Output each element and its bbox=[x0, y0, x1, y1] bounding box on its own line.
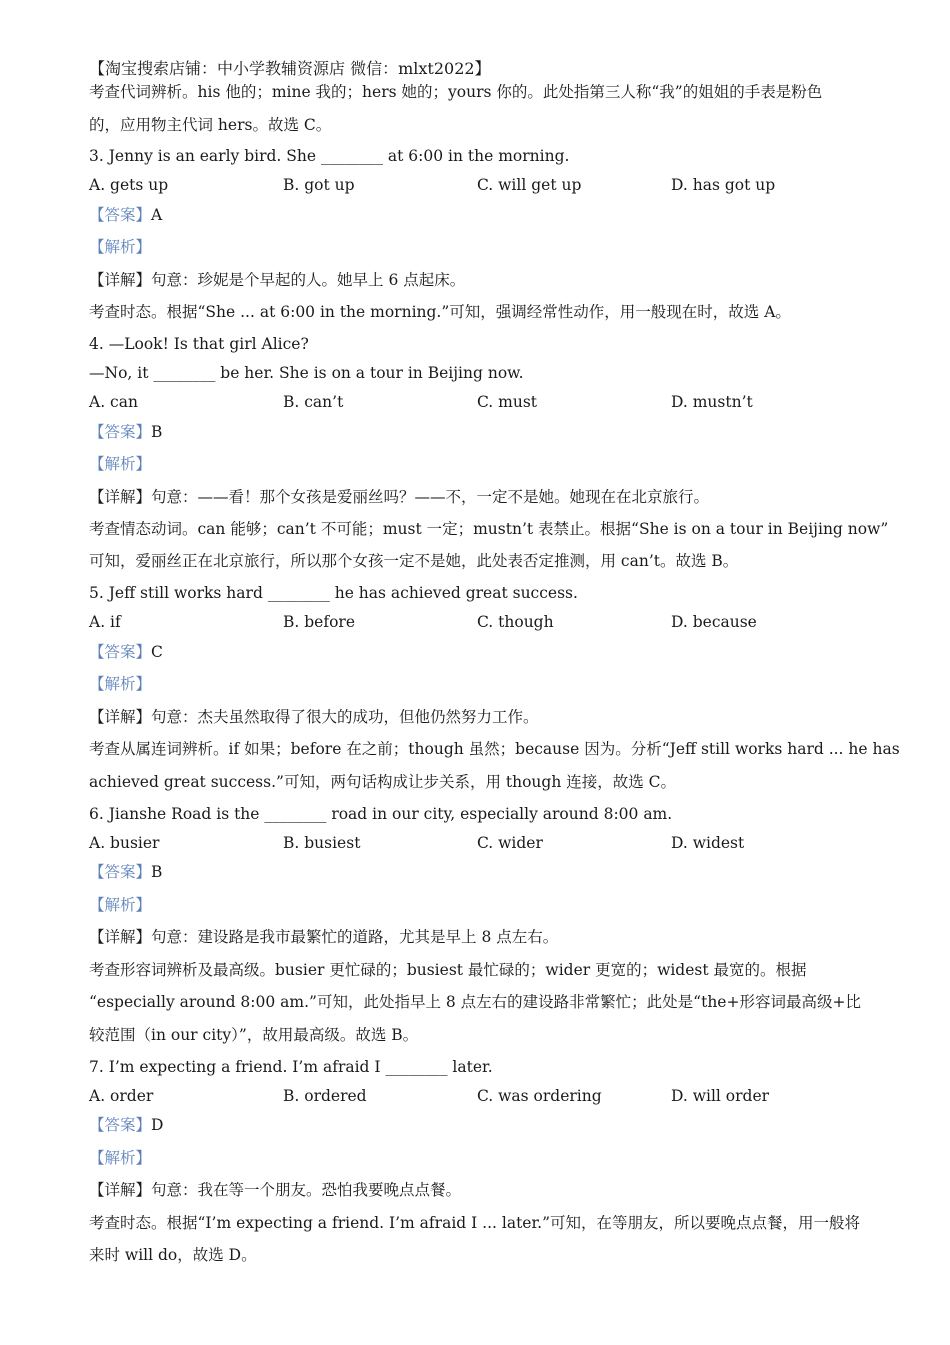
detail-text: 句意：建设路是我市最繁忙的道路，尤其是早上 8 点左右。 bbox=[151, 928, 559, 946]
detail-label: 【详解】 bbox=[89, 708, 152, 726]
option: C. wider bbox=[477, 834, 543, 852]
answer-label: 【答案】 bbox=[89, 423, 152, 441]
analysis-line bbox=[89, 453, 151, 475]
answer-value: C bbox=[151, 643, 163, 661]
option: D. mustn’t bbox=[671, 393, 753, 411]
answer-value: A bbox=[151, 206, 163, 224]
option: A. busier bbox=[89, 834, 160, 852]
explain-line: 考查形容词辨析及最高级。busier 更忙碌的；busiest 最忙碌的；wider 更宽的；widest 最宽的。根据 bbox=[89, 961, 807, 979]
option: B. before bbox=[283, 613, 355, 631]
option: B. can’t bbox=[283, 393, 344, 411]
explain-line: 考查时态。根据“She ... at 6:00 in the morning.”可知，强调经常性动作，用一般现在时，故选 A。 bbox=[89, 303, 791, 321]
analysis-line bbox=[89, 236, 151, 258]
answer-line bbox=[89, 641, 163, 663]
answer-value: B bbox=[151, 863, 163, 881]
answer-value: B bbox=[151, 423, 163, 441]
question-stem: 7. I’m expecting a friend. I’m afraid I ________ later. bbox=[89, 1058, 493, 1076]
option: A. can bbox=[89, 393, 138, 411]
answer-line bbox=[89, 204, 162, 226]
answer-label: 【答案】 bbox=[89, 643, 152, 661]
option: D. widest bbox=[671, 834, 745, 852]
detail-line bbox=[89, 1179, 461, 1201]
option: C. though bbox=[477, 613, 554, 631]
option: D. will order bbox=[671, 1087, 770, 1105]
answer-line bbox=[89, 421, 162, 443]
question-options bbox=[89, 1085, 864, 1107]
explain-line: 考查情态动词。can 能够；can’t 不可能；must 一定；mustn’t 表禁止。根据“She is on a tour in Beijing now” bbox=[89, 520, 889, 538]
analysis-label: 【解析】 bbox=[89, 1149, 152, 1167]
explain-line: “especially around 8:00 am.”可知，此处指早上 8 点左右的建设路非常繁忙；此处是“the+形容词最高级+比 bbox=[89, 993, 861, 1011]
analysis-line bbox=[89, 673, 151, 695]
option: A. gets up bbox=[89, 176, 169, 194]
option: C. will get up bbox=[477, 176, 582, 194]
explain-line: 来时 will do，故选 D。 bbox=[89, 1246, 257, 1264]
answer-line bbox=[89, 1114, 163, 1136]
question-stem: —No, it ________ be her. She is on a tour in Beijing now. bbox=[89, 364, 524, 382]
option: B. busiest bbox=[283, 834, 361, 852]
explain-line: achieved great success.”可知，两句话构成让步关系，用 though 连接，故选 C。 bbox=[89, 773, 677, 791]
question-options bbox=[89, 174, 864, 196]
analysis-line bbox=[89, 894, 151, 916]
detail-label: 【详解】 bbox=[89, 488, 152, 506]
analysis-label: 【解析】 bbox=[89, 896, 152, 914]
detail-text: 句意：杰夫虽然取得了很大的成功，但他仍然努力工作。 bbox=[151, 708, 539, 726]
question-stem: 5. Jeff still works hard ________ he has achieved great success. bbox=[89, 584, 578, 602]
option: C. was ordering bbox=[477, 1087, 602, 1105]
explain-line: 考查时态。根据“I’m expecting a friend. I’m afraid I ... later.”可知，在等朋友，所以要晚点点餐，用一般将 bbox=[89, 1214, 861, 1232]
detail-label: 【详解】 bbox=[89, 928, 152, 946]
question-options bbox=[89, 391, 864, 413]
question-options bbox=[89, 611, 864, 633]
detail-text: 句意：我在等一个朋友。恐怕我要晚点点餐。 bbox=[151, 1181, 462, 1199]
explain-line: 考查从属连词辨析。if 如果；before 在之前；though 虽然；because 因为。分析“Jeff still works hard ... he has bbox=[89, 740, 900, 758]
answer-label: 【答案】 bbox=[89, 863, 152, 881]
option: A. order bbox=[89, 1087, 154, 1105]
intro-line: 考查代词辨析。his 他的；mine 我的；hers 她的；yours 你的。此处指第三人称“我”的姐姐的手表是粉色 bbox=[89, 83, 823, 101]
detail-text: 句意：——看！那个女孩是爱丽丝吗？——不，一定不是她。她现在在北京旅行。 bbox=[151, 488, 710, 506]
option: D. has got up bbox=[671, 176, 776, 194]
answer-label: 【答案】 bbox=[89, 206, 152, 224]
detail-label: 【详解】 bbox=[89, 1181, 152, 1199]
analysis-line bbox=[89, 1147, 151, 1169]
option: C. must bbox=[477, 393, 538, 411]
detail-line bbox=[89, 486, 709, 508]
answer-value: D bbox=[151, 1116, 164, 1134]
question-stem: 6. Jianshe Road is the ________ road in our city, especially around 8:00 am. bbox=[89, 805, 673, 823]
option: A. if bbox=[89, 613, 121, 631]
option: D. because bbox=[671, 613, 757, 631]
detail-line bbox=[89, 706, 539, 728]
analysis-label: 【解析】 bbox=[89, 455, 152, 473]
analysis-label: 【解析】 bbox=[89, 675, 152, 693]
explain-line: 可知，爱丽丝正在北京旅行，所以那个女孩一定不是她，此处表否定推测，用 can’t。故选 B。 bbox=[89, 552, 739, 570]
answer-line bbox=[89, 861, 162, 883]
option: B. got up bbox=[283, 176, 355, 194]
detail-line bbox=[89, 269, 465, 291]
detail-line bbox=[89, 926, 558, 948]
answer-label: 【答案】 bbox=[89, 1116, 152, 1134]
detail-label: 【详解】 bbox=[89, 271, 152, 289]
question-options bbox=[89, 832, 864, 854]
question-stem: 3. Jenny is an early bird. She ________ at 6:00 in the morning. bbox=[89, 147, 570, 165]
detail-text: 句意：珍妮是个早起的人。她早上 6 点起床。 bbox=[151, 271, 466, 289]
explain-line: 较范围（in our city）”，故用最高级。故选 B。 bbox=[89, 1026, 419, 1044]
store-header: 【淘宝搜索店铺：中小学教辅资源店 微信：mlxt2022】 bbox=[89, 59, 491, 78]
question-stem: 4. —Look! Is that girl Alice? bbox=[89, 335, 309, 353]
intro-line: 的，应用物主代词 hers。故选 C。 bbox=[89, 116, 332, 134]
option: B. ordered bbox=[283, 1087, 367, 1105]
analysis-label: 【解析】 bbox=[89, 238, 152, 256]
